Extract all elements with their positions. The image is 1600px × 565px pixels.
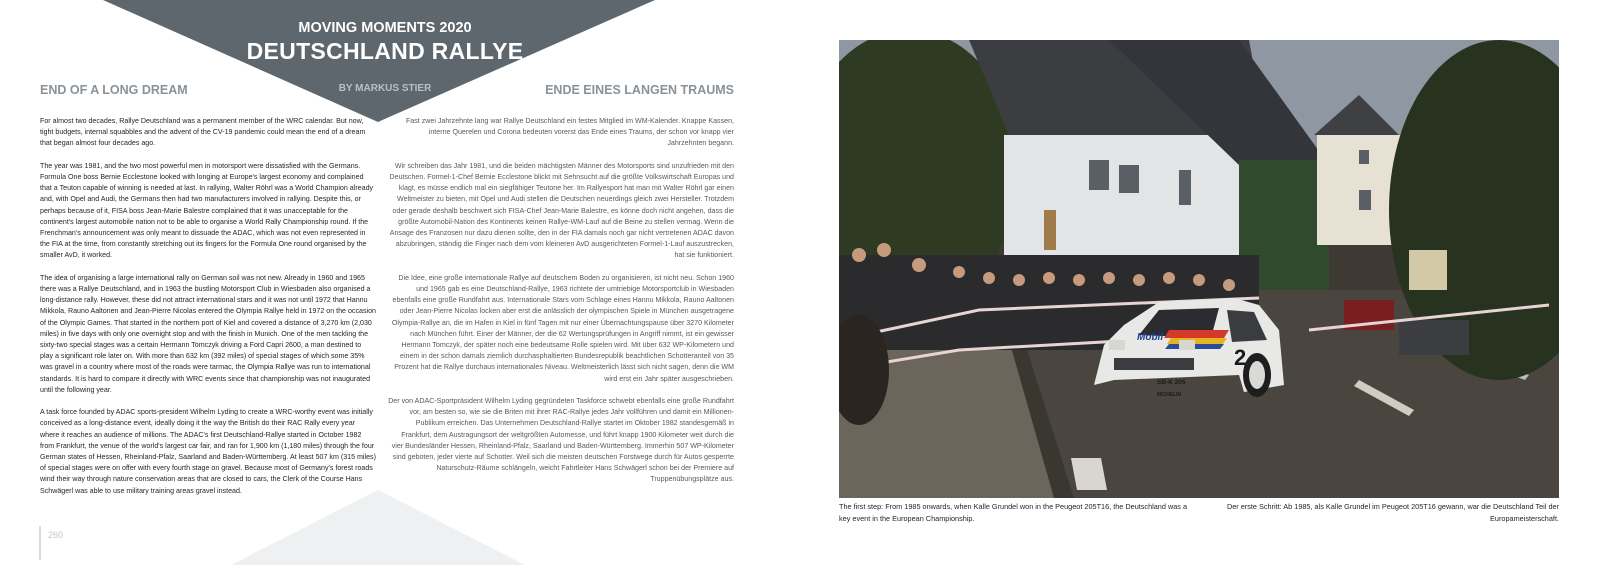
german-paragraph: Die Idee, eine große internationale Rallye auf deutschem Boden zu organisieren, ist nicht neu. Schon 1960 und 1965 gab es eine Deutschland-Rallye, 1963 richtete der umtriebige Motorsportclub in Wiesbaden ebenfalls eine große Rundfahrt aus. Internationale Stars vom Schlage eines Hannu Mikkola, Rauno Aaltonen oder Jean-Pierre Nicolas locken aber erst die anlässlich der olympischen Spiele in München ausgetragene Olympia-Rallye an, die im Hafen in Kiel in fünf Tagen mit nur einer Übernachtungspause über 3270 Kilometer nach München führt. Einer der Männer, der die 62 Wertungsprüfungen in Angriff nimmt, ist ein gewisser Hermann Tomczyk, der später noch eine bedeutsame Rolle spielen wird. Mit über 632 WP-Kilometern und einem in der schon damals ziemlich durchasphaltierten Bundesrepublik beachtlichen Schotteranteil von 35 Prozent hat die Rallye durchaus internationales Niveau. Weltmeisterlich lässt sich nicht sagen, denn die WM wird erst ein Jahr später ausgeschrieben. <box>391 273 734 383</box>
car-grille <box>1114 358 1194 370</box>
german-heading: ENDE EINES LANGEN TRAUMS <box>545 83 734 97</box>
livery-stripe <box>1167 338 1227 344</box>
author-byline: BY MARKUS STIER <box>338 83 432 94</box>
window <box>1089 160 1109 190</box>
english-column <box>40 116 376 508</box>
car-tyre-brand: MICHELIN <box>1157 392 1182 398</box>
series-kicker: MOVING MOMENTS 2020 <box>298 20 472 36</box>
parked-van <box>1409 250 1447 290</box>
page-number-bar <box>39 526 41 560</box>
road-marking <box>1071 458 1107 490</box>
english-heading: END OF A LONG DREAM <box>40 83 188 97</box>
photo-caption-german: Der erste Schritt: Ab 1985, als Kalle Grundel im Peugeot 205T16 gewann, war die Deutschland Teil der Europameisterschaft. <box>1226 502 1559 523</box>
english-paragraph: A task force founded by ADAC sports-president Wilhelm Lyding to create a WRC-worthy event was initially conceived as a long-distance event, ideally doing it the way the British do their RAC Rally every year where it reaches an audience of millions. The ADAC's first Deutschland-Rallye started in October 1982 from Frankfurt, the venue of the world's largest car fair, and ran for 1,900 km (1,180 miles) through the four German states of Hessen, Rheinland-Pfalz, Saarland and Baden-Württemberg. At least 507 km (315 miles) of special stages were on offer with every fourth stage on gravel. Because most of Germany's forest roads wind their way through nature conservation areas that are closed to cars, the Clerk of the Course Hans Schwägerl was able to use military training areas gravel instead. <box>40 408 376 495</box>
car-wheel-rim <box>1249 361 1265 389</box>
english-paragraph: The year was 1981, and the two most powerful men in motorsport were dissatisfied with the Germans. Formula One boss Bernie Ecclestone looked with longing at Europe's largest economy and complained that a Teuton capable of winning is needed at last. In rallying, Walter Röhrl was a World Champion already and, with Opel and Audi, the Germans then had two manufacturers involved in rallying. Despite this, or perhaps because of it, FISA boss Jean-Marie Balestre complained that it was unacceptable for the continent's largest automobile nation not to be able to organise a World Rally Championship round. If the Frenchman's announcement was only meant to dissuade the ADAC, which was not even represented in the FIA at the time, from constantly stretching out its fingers for the Formula One round organised by the smaller AvD, it worked. <box>40 161 374 260</box>
car-number: 2 <box>1234 345 1247 370</box>
car-sponsor: Mobil <box>1137 332 1164 343</box>
german-column <box>388 116 734 497</box>
rally-photo <box>839 40 1559 498</box>
window <box>1359 150 1369 164</box>
german-paragraph: Fast zwei Jahrzehnte lang war Rallye Deutschland ein festes Mitglied im WM-Kalender. Knappe Kassen, interne Querelen und Corona bedeuten vorerst das Ende eines Traums, der schon vor knapp vier Jahrzehnten begann. <box>405 117 734 148</box>
article-title: DEUTSCHLAND RALLYE <box>246 38 524 64</box>
window <box>1119 165 1139 193</box>
german-paragraph: Wir schreiben das Jahr 1981, und die beiden mächtigsten Männer des Motorsports sind unzufrieden mit den Deutschen. Formel-1-Chef Bernie Ecclestone blickt mit Sehnsucht auf die größte Volkswirtschaft Europas und klagt, es müsse endlich mal ein siegfähiger Teutone her. Im Rallyesport hat man mit Walter Röhrl gar einen Weltmeister zu bieten, mit Opel und Audi stellen die Deutschen neuerdings gleich zwei Hersteller. Trotzdem oder gerade deshalb beschwert sich FISA-Chef Jean-Marie Balestre, es könne doch nicht angehen, dass die größte Automobil-Nation des Kontinents keinen Rallye-WM-Lauf auf die Beine zu stellen vermag. Wenn die Ansage des Franzosen nur dazu dienen sollte, den in der FIA damals noch gar nicht vertretenen ADAC davon abzubringen, ständig die Finger nach dem vom kleineren AvD ausgerichteten Formel-1-Lauf auszustrecken, hat sie funktioniert. <box>389 161 734 260</box>
page-number: 260 <box>48 530 64 540</box>
headlight <box>1179 340 1195 350</box>
english-paragraph: The idea of organising a large international rally on German soil was not new. Already in 1960 and 1965 there was a Rallye Deutschland, and in 1963 the bustling Motorsport Club in Wiesbaden also organised a long-distance rally. However, these did not attract international stars and it was not until 1972 that Hannu Mikkola, Rauno Aaltonen and Jean-Pierre Nicolas entered the Olympia Rallye held in 1972 on the occasion of the Olympic Games. That started in the northern port of Kiel and covered a distance of 3,270 km (2,030 miles) in five days with only one overnight stop and with the finish in Munich. One of the men tackling the sixty-two special stages was a certain Hermann Tomczyk driving a Ford Capri 2600, a man destined to play a significant role later on. With more than 632 km (392 miles) of special stages of which some 35% was gravel in a country where most of the roads were tarmac, the Olympia Rallye was run to international standards. It is hard to compare it directly with WRC events since that championship was not inaugurated until the following year. <box>40 273 376 394</box>
parked-car <box>1399 320 1469 355</box>
rally-photo-illustration <box>839 40 1559 498</box>
window <box>1179 170 1191 205</box>
german-paragraph: Der von ADAC-Sportpräsident Wilhelm Lyding gegründeten Taskforce schwebt ebenfalls eine große Rundfahrt vor, am besten so, wie sie die Briten mit ihrer RAC-Rallye jedes Jahr vollführen und damit ein Millionen-Publikum erreichen. Das Unternehmen Deutschland-Rallye startet im Oktober 1982 standesgemäß in Frankfurt, dem Austragungsort der weltgrößten Automesse, und führt knapp 1900 Kilometer weit durch die vier Bundesländer Hessen, Rheinland-Pfalz, Saarland und Baden-Württemberg. Immerhin 507 WP-Kilometer sind geboten, jeder vierte auf Schotter. Weil sich die meisten deutschen Forstwege durch für Autos gesperrte Naturschutz-Räume schlängeln, weicht Fahrtleiter Hans Schwägerl schon bei der Premiere auf Truppenübungsplätze aus. <box>388 397 734 484</box>
window <box>1359 190 1371 210</box>
english-paragraph: For almost two decades, Rallye Deutschland was a permanent member of the WRC calendar. But now, tight budgets, internal squabbles and the advent of the CV-19 pandemic could mean the end of a dream that began almost four decades ago. <box>40 117 366 148</box>
photo-caption-english: The first step: From 1985 onwards, when Kalle Grundel won in the Peugeot 205T16, the Deutschland was a key event in the European Championship. <box>839 502 1188 523</box>
shutter <box>1044 210 1056 250</box>
livery-stripe <box>1164 330 1229 338</box>
car-plate: SB-K 205 <box>1157 379 1186 386</box>
headlight <box>1109 340 1125 350</box>
